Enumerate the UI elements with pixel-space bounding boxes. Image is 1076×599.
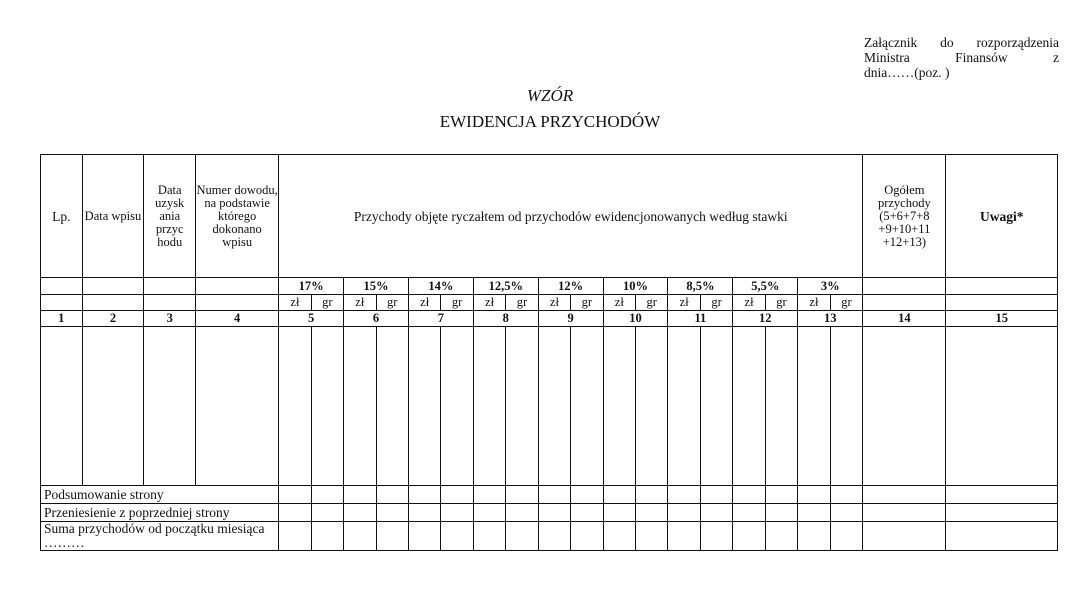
gr-cell: gr [441,295,473,311]
rate-cell: 17% [279,278,344,295]
entry-cell[interactable] [798,327,830,486]
header-data-wpisu: Data wpisu [82,155,144,278]
annex-line-3: dnia……(poz. ) [864,65,950,80]
column-number: 11 [668,311,733,327]
summary-row-page [41,486,1058,504]
entry-cell[interactable] [733,327,765,486]
annex-line-2: Ministra Finansów z [864,50,1059,65]
gr-cell: gr [376,295,408,311]
entry-cell[interactable] [473,327,505,486]
column-number: 5 [279,311,344,327]
gr-cell: gr [506,295,538,311]
rate-cell: 8,5% [668,278,733,295]
header-przychody: Przychody objęte ryczałtem od przychodów ewidencjonowanych według stawki [279,155,863,278]
header-lp: Lp. [41,155,83,278]
entry-cell[interactable] [196,327,279,486]
entry-cell[interactable] [538,327,570,486]
column-number: 4 [196,311,279,327]
rate-cell: 10% [603,278,668,295]
entry-cell[interactable] [311,327,343,486]
rate-cell: 12,5% [473,278,538,295]
column-number: 13 [798,311,863,327]
summary-label: Suma przychodów od początku miesiąca ……… [41,522,279,551]
summary-row-month [41,522,1058,551]
column-number: 8 [473,311,538,327]
column-number: 2 [82,311,144,327]
rate-cell: 15% [344,278,409,295]
entry-cell[interactable] [603,327,635,486]
summary-label: Przeniesienie z poprzedniej strony [41,504,279,522]
zl-cell: zł [538,295,570,311]
entry-cell[interactable] [279,327,311,486]
header-ogolem: Ogółem przychody (5+6+7+8 +9+10+11 +12+13) [863,155,946,278]
rate-cell: 12% [538,278,603,295]
entry-cell[interactable] [376,327,408,486]
entry-cell[interactable] [441,327,473,486]
gr-cell: gr [571,295,603,311]
income-register-table [40,154,1058,551]
page-title: EWIDENCJA PRZYCHODÓW [439,112,661,131]
gr-cell: gr [765,295,797,311]
column-number: 9 [538,311,603,327]
entry-cell[interactable] [863,327,946,486]
entry-cell[interactable] [144,327,196,486]
zl-cell: zł [408,295,440,311]
column-number: 1 [41,311,83,327]
header-numer-dowodu: Numer dowodu, na podstawie którego dokonano wpisu [196,155,279,278]
gr-cell: gr [830,295,863,311]
wzor-label: WZÓR [526,86,574,105]
entry-cell[interactable] [765,327,797,486]
entry-cell[interactable] [571,327,603,486]
entry-cell[interactable] [636,327,668,486]
entry-cell[interactable] [700,327,732,486]
summary-row-carried [41,504,1058,522]
zl-cell: zł [733,295,765,311]
column-number: 10 [603,311,668,327]
entry-cell[interactable] [830,327,863,486]
summary-label: Podsumowanie strony [41,486,279,504]
header-data-uzyskania: Data uzysk ania przyc hodu [144,155,196,278]
entry-cell[interactable] [344,327,376,486]
column-number-row [41,311,1058,327]
header-row [41,155,1058,278]
zl-cell: zł [344,295,376,311]
rate-cell: 5,5% [733,278,798,295]
entry-cell[interactable] [946,327,1058,486]
annex-line-1: Załącznik do rozporządzenia [864,35,1059,50]
gr-cell: gr [311,295,343,311]
subunit-row [41,295,1058,311]
zl-cell: zł [473,295,505,311]
column-number: 7 [408,311,473,327]
column-number: 3 [144,311,196,327]
rate-row [41,278,1058,295]
zl-cell: zł [668,295,700,311]
rate-cell: 14% [408,278,473,295]
column-number: 12 [733,311,798,327]
zl-cell: zł [798,295,830,311]
column-number: 14 [863,311,946,327]
entry-cell[interactable] [506,327,538,486]
entry-cell[interactable] [408,327,440,486]
rate-cell: 3% [798,278,863,295]
zl-cell: zł [279,295,311,311]
entry-cell[interactable] [41,327,83,486]
gr-cell: gr [636,295,668,311]
column-number: 15 [946,311,1058,327]
header-uwagi: Uwagi* [946,155,1058,278]
entry-cell[interactable] [668,327,700,486]
gr-cell: gr [700,295,732,311]
entries-area-row [41,327,1058,486]
entry-cell[interactable] [82,327,144,486]
zl-cell: zł [603,295,635,311]
annex-note [864,35,1059,80]
column-number: 6 [344,311,409,327]
